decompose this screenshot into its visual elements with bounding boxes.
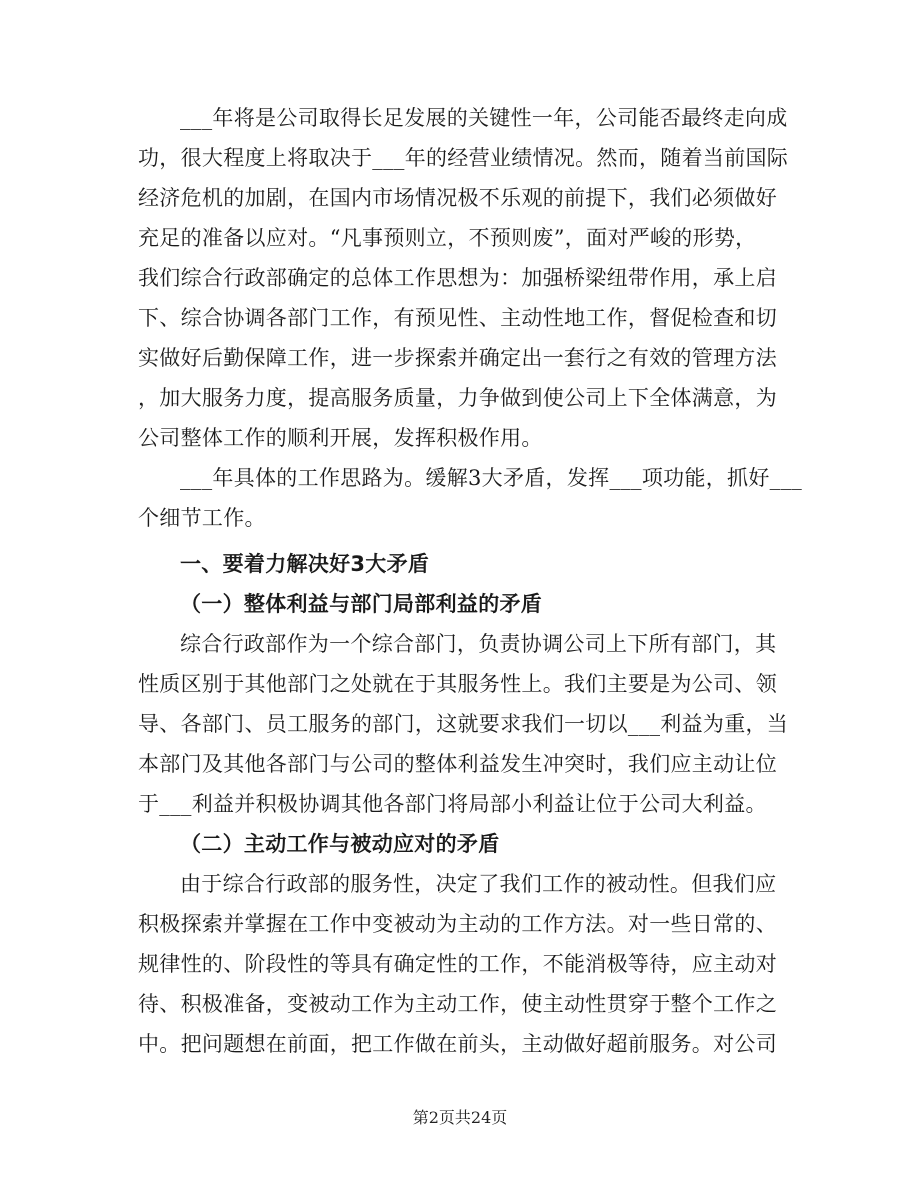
text-line: ___年具体的工作思路为。缓解3大矛盾，发挥___项功能，抓好___	[180, 466, 803, 490]
text-line: 我们综合行政部确定的总体工作思想为：加强桥梁纽带作用，承上启	[138, 266, 777, 290]
text-line: ，加大服务力度，提高服务质量，力争做到使公司上下全体满意，为	[138, 386, 777, 410]
text-line: 由于综合行政部的服务性，决定了我们工作的被动性。但我们应	[180, 872, 777, 896]
text-line: 导、各部门、员工服务的部门，这就要求我们一切以___利益为重，当	[138, 712, 789, 736]
text-line: 规律性的、阶段性的等具有确定性的工作，不能消极等待，应主动对	[138, 952, 777, 976]
text-line: 中。把问题想在前面，把工作做在前头，主动做好超前服务。对公司	[138, 1032, 777, 1056]
paragraph-active-passive	[138, 864, 783, 1064]
text-line: 充足的准备以应对。“凡事预则立，不预则废”，面对严峻的形势，	[138, 226, 757, 250]
text-line: 实做好后勤保障工作，进一步探索并确定出一套行之有效的管理方法	[138, 346, 777, 370]
subsection-heading: （二）主动工作与被动应对的矛盾	[180, 832, 500, 856]
text-line: 综合行政部作为一个综合部门，负责协调公司上下所有部门，其	[180, 632, 777, 656]
text-line: 功，很大程度上将取决于___年的经营业绩情况。然而，随着当前国际	[138, 146, 789, 170]
text-line: ___年将是公司取得长足发展的关键性一年，公司能否最终走向成	[180, 106, 788, 130]
text-line: 待、积极准备，变被动工作为主动工作，使主动性贯穿于整个工作之	[138, 992, 777, 1016]
text-line: 个细节工作。	[138, 506, 266, 530]
document-body	[138, 98, 803, 1064]
text-line: 本部门及其他各部门与公司的整体利益发生冲突时，我们应主动让位	[138, 752, 777, 776]
paragraph-work-ideas	[138, 458, 803, 538]
section-heading: 一、要着力解决好3大矛盾	[180, 552, 430, 576]
page-number-footer: 第2页共24页	[412, 1108, 508, 1127]
text-line: 公司整体工作的顺利开展，发挥积极作用。	[138, 426, 543, 450]
paragraph-overall-thinking	[138, 98, 789, 458]
text-line: 下、综合协调各部门工作，有预见性、主动性地工作，督促检查和切	[138, 306, 777, 330]
text-line: 积极探索并掌握在工作中变被动为主动的工作方法。对一些日常的、	[138, 912, 777, 936]
text-line: 性质区别于其他部门之处就在于其服务性上。我们主要是为公司、领	[138, 672, 777, 696]
text-line: 经济危机的加剧，在国内市场情况极不乐观的前提下，我们必须做好	[138, 186, 777, 210]
subsection-heading: （一）整体利益与部门局部利益的矛盾	[180, 592, 543, 616]
paragraph-interest-conflict	[138, 624, 789, 824]
text-line: 于___利益并积极协调其他各部门将局部小利益让位于公司大利益。	[138, 792, 767, 816]
